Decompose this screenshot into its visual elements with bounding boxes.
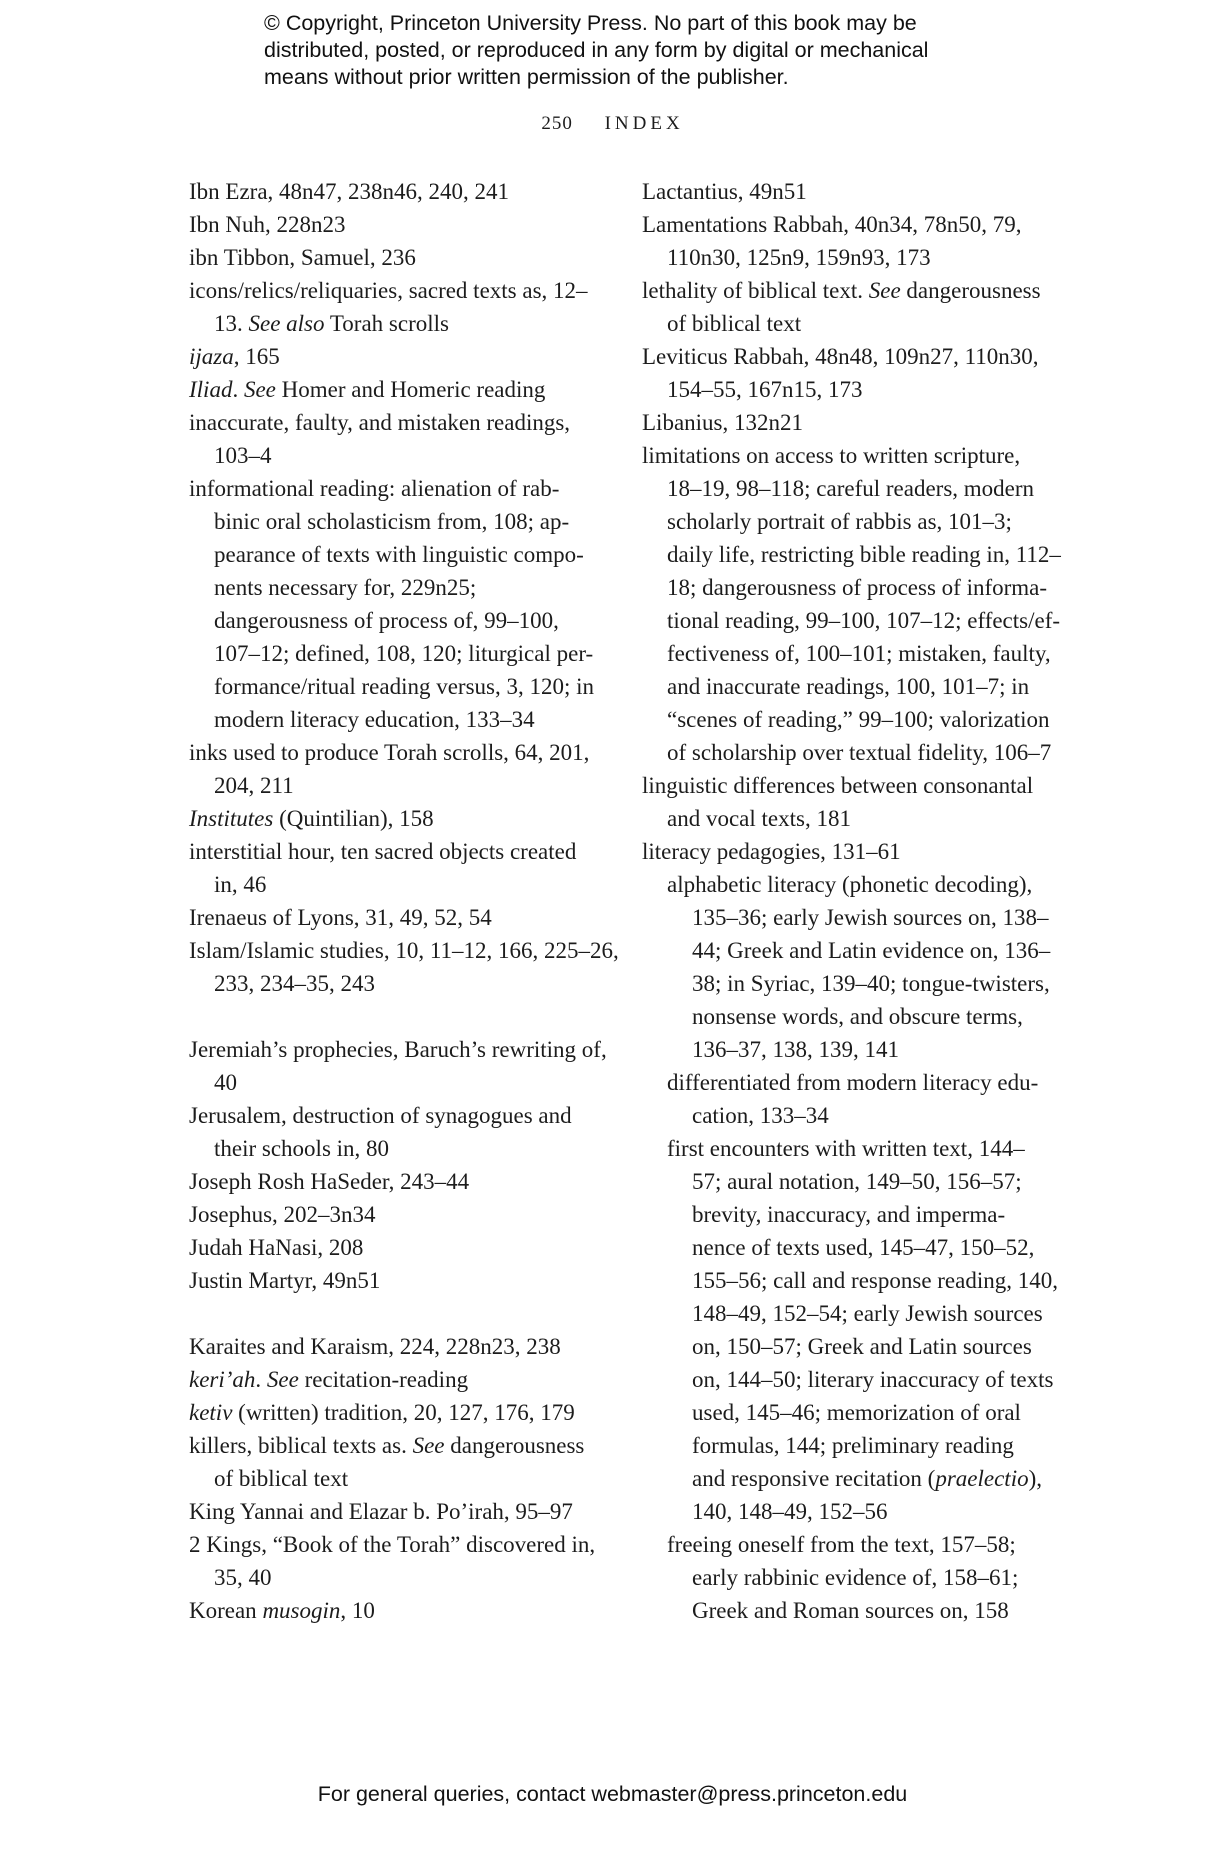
entry-text-italic: ketiv (189, 1400, 233, 1425)
entry-text: killers, biblical texts as. (189, 1433, 413, 1458)
index-entry-line (189, 1528, 619, 1561)
copyright-notice (264, 10, 928, 91)
index-subline (189, 670, 619, 703)
entry-text: Ibn Nuh, 228n23 (189, 212, 346, 237)
entry-text: 38; in Syriac, 139–40; tongue-twisters, (692, 971, 1050, 996)
index-subline (642, 505, 1061, 538)
index-entry-line (189, 1264, 619, 1297)
index-subline (642, 538, 1061, 571)
copyright-line: © Copyright, Princeton University Press. No part of this book may be (264, 11, 917, 35)
index-entry-line (189, 208, 619, 241)
index-entry-line (189, 901, 619, 934)
entry-text: cation, 133–34 (692, 1103, 829, 1128)
entry-text: 233, 234–35, 243 (214, 971, 375, 996)
index-entry-line (189, 175, 619, 208)
index-subline (642, 1594, 1061, 1627)
entry-text: 2 Kings, “Book of the Torah” discovered in, (189, 1532, 596, 1557)
entry-text: Jeremiah’s prophecies, Baruch’s rewriting of, (189, 1037, 607, 1062)
entry-text: their schools in, 80 (214, 1136, 390, 1161)
index-entry-line (189, 1396, 619, 1429)
index-entry-line (642, 406, 1061, 439)
index-subline (189, 571, 619, 604)
entry-text: pearance of texts with linguistic compo- (214, 542, 584, 567)
index-subline (642, 934, 1061, 967)
entry-text: Torah scrolls (324, 311, 449, 336)
entry-text: Lamentations Rabbah, 40n34, 78n50, 79, (642, 212, 1022, 237)
index-subline (642, 703, 1061, 736)
entry-text-italic: keri’ah (189, 1367, 256, 1392)
entry-text: Leviticus Rabbah, 48n48, 109n27, 110n30, (642, 344, 1039, 369)
index-subline (189, 967, 619, 1000)
entry-text: Irenaeus of Lyons, 31, 49, 52, 54 (189, 905, 492, 930)
index-entry-line (189, 1594, 619, 1627)
index-subline (642, 1396, 1061, 1429)
entry-text: , 165 (233, 344, 280, 369)
index-entry-line (642, 835, 1061, 868)
index-subline (642, 901, 1061, 934)
index-entry-line (642, 208, 1061, 241)
index-subline (642, 1561, 1061, 1594)
index-column-right (642, 175, 1061, 1627)
entry-text: “scenes of reading,” 99–100; valorization (667, 707, 1050, 732)
index-subline (189, 769, 619, 802)
entry-text: Ibn Ezra, 48n47, 238n46, 240, 241 (189, 179, 510, 204)
entry-text: first encounters with written text, 144– (667, 1136, 1025, 1161)
index-subline (642, 1462, 1061, 1495)
entry-text: Judah HaNasi, 208 (189, 1235, 364, 1260)
entry-text-italic: See (868, 278, 901, 303)
index-subline (642, 967, 1061, 1000)
entry-text: ibn Tibbon, Samuel, 236 (189, 245, 416, 270)
entry-text: limitations on access to written scripture, (642, 443, 1021, 468)
index-subline (642, 1132, 1061, 1165)
entry-text: inaccurate, faulty, and mistaken readings, (189, 410, 571, 435)
entry-text-italic: See (266, 1367, 299, 1392)
entry-text-italic: praelectio (935, 1466, 1029, 1491)
index-entry-line (189, 835, 619, 868)
entry-text: freeing oneself from the text, 157–58; (667, 1532, 1016, 1557)
entry-text: 13. (214, 311, 249, 336)
entry-text-italic: See also (248, 311, 325, 336)
index-subline (189, 1066, 619, 1099)
entry-text: 107–12; defined, 108, 120; liturgical per- (214, 641, 594, 666)
entry-text: dangerousness of process of, 99–100, (214, 608, 559, 633)
entry-text: 135–36; early Jewish sources on, 138– (692, 905, 1049, 930)
index-subline (189, 868, 619, 901)
index-subline (642, 1264, 1061, 1297)
index-subline (642, 1165, 1061, 1198)
entry-text: differentiated from modern literacy edu- (667, 1070, 1039, 1095)
entry-text: 110n30, 125n9, 159n93, 173 (667, 245, 931, 270)
index-entry-line (189, 934, 619, 967)
entry-text: alphabetic literacy (phonetic decoding), (667, 872, 1033, 897)
entry-text: Joseph Rosh HaSeder, 243–44 (189, 1169, 470, 1194)
entry-text: informational reading: alienation of rab- (189, 476, 560, 501)
index-entry-line (189, 1099, 619, 1132)
index-entry-line (642, 439, 1061, 472)
index-subline (189, 538, 619, 571)
entry-text-italic: musogin (262, 1598, 341, 1623)
copyright-line: distributed, posted, or reproduced in any form by digital or mechanical (264, 38, 929, 62)
entry-text: used, 145–46; memorization of oral (692, 1400, 1021, 1425)
index-entry-line (189, 373, 619, 406)
running-head (0, 113, 1225, 135)
index-subline (189, 439, 619, 472)
index-entry-line (642, 175, 1061, 208)
index-subline (189, 1561, 619, 1594)
entry-text: of biblical text (667, 311, 802, 336)
section-title: INDEX (604, 113, 684, 134)
entry-text: (written) tradition, 20, 127, 176, 179 (232, 1400, 575, 1425)
entry-text-italic: Iliad (189, 377, 233, 402)
index-entry-line (189, 1198, 619, 1231)
index-subline (642, 736, 1061, 769)
entry-text: on, 144–50; literary inaccuracy of texts (692, 1367, 1054, 1392)
entry-text: 140, 148–49, 152–56 (692, 1499, 888, 1524)
entry-text: dangerousness (444, 1433, 585, 1458)
index-entry-line (189, 340, 619, 373)
entry-text: recitation-reading (298, 1367, 469, 1392)
blank-line (189, 1297, 619, 1330)
entry-text: on, 150–57; Greek and Latin sources (692, 1334, 1032, 1359)
index-entry-line (189, 406, 619, 439)
index-entry-line (189, 1033, 619, 1066)
entry-text: Jerusalem, destruction of synagogues and (189, 1103, 572, 1128)
index-subline (189, 505, 619, 538)
entry-text: Greek and Roman sources on, 158 (692, 1598, 1009, 1623)
index-subline (642, 1033, 1061, 1066)
entry-text: and vocal texts, 181 (667, 806, 851, 831)
index-column-left (189, 175, 619, 1627)
index-entry-line (189, 1495, 619, 1528)
entry-text: brevity, inaccuracy, and imperma- (692, 1202, 1006, 1227)
entry-text: in, 46 (214, 872, 267, 897)
entry-text-italic: Institutes (189, 806, 274, 831)
index-subline (642, 604, 1061, 637)
entry-text: and inaccurate readings, 100, 101–7; in (667, 674, 1030, 699)
entry-text: modern literacy education, 133–34 (214, 707, 535, 732)
index-subline (642, 1528, 1061, 1561)
index-entry-line (189, 1231, 619, 1264)
index-subline (642, 670, 1061, 703)
entry-text: daily life, restricting bible reading in, 112– (667, 542, 1061, 567)
entry-text: , 10 (340, 1598, 375, 1623)
index-subline (642, 1198, 1061, 1231)
entry-text: lethality of biblical text. (642, 278, 869, 303)
entry-text: scholarly portrait of rabbis as, 101–3; (667, 509, 1012, 534)
index-subline (189, 307, 619, 340)
index-subline (189, 703, 619, 736)
entry-text: of scholarship over textual fidelity, 106–7 (667, 740, 1052, 765)
footer-contact: For general queries, contact webmaster@press.princeton.edu (317, 1782, 908, 1806)
index-subline (642, 1066, 1061, 1099)
entry-text: formulas, 144; preliminary reading (692, 1433, 1014, 1458)
entry-text: Homer and Homeric reading (275, 377, 546, 402)
entry-text: . (232, 377, 244, 402)
entry-text: and responsive recitation ( (692, 1466, 936, 1491)
entry-text: Libanius, 132n21 (642, 410, 803, 435)
index-subline (642, 1297, 1061, 1330)
index-entry-line (189, 736, 619, 769)
index-subline (642, 241, 1061, 274)
entry-text: inks used to produce Torah scrolls, 64, 201, (189, 740, 590, 765)
entry-text: 44; Greek and Latin evidence on, 136– (692, 938, 1051, 963)
index-subline (642, 1429, 1061, 1462)
blank-line (189, 1000, 619, 1033)
entry-text: Karaites and Karaism, 224, 228n23, 238 (189, 1334, 561, 1359)
index-entry-line (189, 274, 619, 307)
index-subline (189, 1132, 619, 1165)
entry-text: 148–49, 152–54; early Jewish sources (692, 1301, 1043, 1326)
entry-text: (Quintilian), 158 (273, 806, 434, 831)
entry-text: 204, 211 (214, 773, 294, 798)
copyright-line: means without prior written permission of the publisher. (264, 65, 789, 89)
entry-text: of biblical text (214, 1466, 349, 1491)
entry-text: linguistic differences between consonantal (642, 773, 1034, 798)
entry-text: icons/relics/reliquaries, sacred texts as, 12– (189, 278, 588, 303)
page-number: 250 (541, 113, 573, 134)
index-subline (642, 1495, 1061, 1528)
entry-text: 103–4 (214, 443, 272, 468)
entry-text: interstitial hour, ten sacred objects created (189, 839, 577, 864)
index-entry-line (642, 340, 1061, 373)
index-subline (642, 637, 1061, 670)
index-entry-line (189, 1330, 619, 1363)
index-subline (642, 307, 1061, 340)
index-entry-line (189, 1165, 619, 1198)
index-subline (642, 868, 1061, 901)
entry-text: 136–37, 138, 139, 141 (692, 1037, 899, 1062)
index-subline (189, 637, 619, 670)
entry-text: Josephus, 202–3n34 (189, 1202, 376, 1227)
entry-text: 35, 40 (214, 1565, 272, 1590)
index-entry-line (189, 802, 619, 835)
entry-text: nonsense words, and obscure terms, (692, 1004, 1023, 1029)
index-subline (642, 1099, 1061, 1132)
index-entry-line (189, 472, 619, 505)
index-subline (642, 1000, 1061, 1033)
entry-text: 155–56; call and response reading, 140, (692, 1268, 1058, 1293)
index-entry-line (642, 274, 1061, 307)
entry-text: King Yannai and Elazar b. Po’irah, 95–97 (189, 1499, 573, 1524)
index-subline (642, 1231, 1061, 1264)
index-subline (642, 472, 1061, 505)
entry-text: 154–55, 167n15, 173 (667, 377, 863, 402)
entry-text: nents necessary for, 229n25; (214, 575, 477, 600)
entry-text: 18–19, 98–118; careful readers, modern (667, 476, 1035, 501)
entry-text: 57; aural notation, 149–50, 156–57; (692, 1169, 1022, 1194)
entry-text: tional reading, 99–100, 107–12; effects/ef- (667, 608, 1061, 633)
entry-text: formance/ritual reading versus, 3, 120; in (214, 674, 595, 699)
index-subline (189, 1462, 619, 1495)
entry-text: Justin Martyr, 49n51 (189, 1268, 381, 1293)
entry-text: literacy pedagogies, 131–61 (642, 839, 901, 864)
entry-text: Korean (189, 1598, 263, 1623)
index-subline (642, 373, 1061, 406)
entry-text: binic oral scholasticism from, 108; ap- (214, 509, 570, 534)
entry-text-italic: ijaza (189, 344, 234, 369)
entry-text: . (255, 1367, 267, 1392)
index-subline (642, 1363, 1061, 1396)
index-entry-line (189, 241, 619, 274)
index-subline (642, 571, 1061, 604)
entry-text: Lactantius, 49n51 (642, 179, 807, 204)
entry-text: 40 (214, 1070, 237, 1095)
entry-text: fectiveness of, 100–101; mistaken, faulty, (667, 641, 1051, 666)
index-entry-line (642, 769, 1061, 802)
entry-text: dangerousness (900, 278, 1041, 303)
entry-text-italic: See (243, 377, 276, 402)
entry-text: ), (1028, 1466, 1043, 1491)
entry-text: 18; dangerousness of process of informa- (667, 575, 1048, 600)
entry-text: nence of texts used, 145–47, 150–52, (692, 1235, 1035, 1260)
index-subline (642, 802, 1061, 835)
entry-text: Islam/Islamic studies, 10, 11–12, 166, 225–26, (189, 938, 619, 963)
entry-text: early rabbinic evidence of, 158–61; (692, 1565, 1019, 1590)
entry-text-italic: See (412, 1433, 445, 1458)
index-subline (189, 604, 619, 637)
index-entry-line (189, 1429, 619, 1462)
index-entry-line (189, 1363, 619, 1396)
index-subline (642, 1330, 1061, 1363)
